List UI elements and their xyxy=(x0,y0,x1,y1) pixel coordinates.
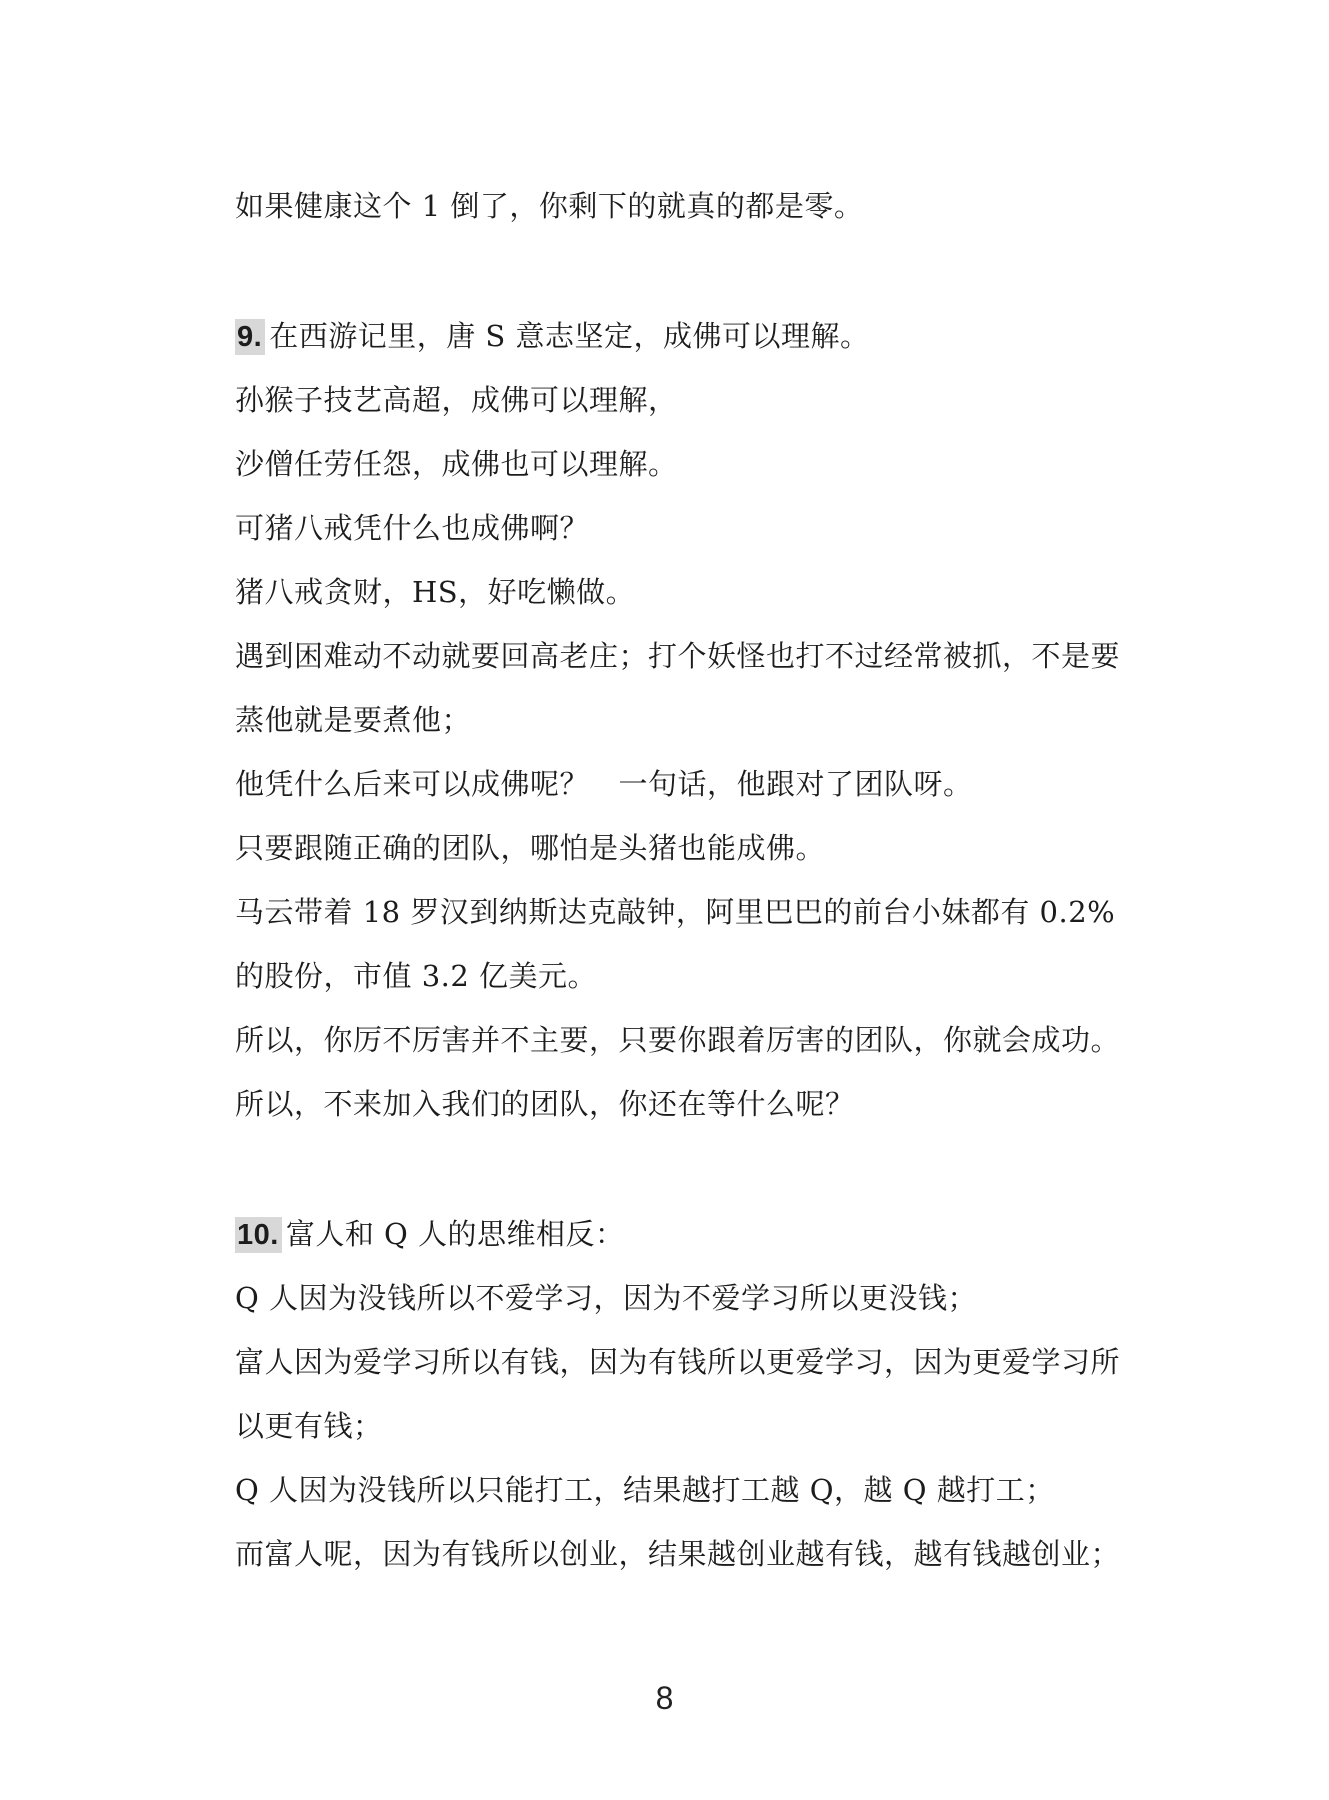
text-line-3 xyxy=(235,382,678,418)
page-number: 8 xyxy=(655,1680,674,1716)
text-line-13 xyxy=(235,1022,1120,1058)
line-text: 马云带着 18 罗汉到纳斯达克敲钟，阿里巴巴的前台小妹都有 0.2% xyxy=(235,895,1116,929)
text-line-16 xyxy=(235,1280,977,1316)
line-text: 蒸他就是要煮他； xyxy=(235,703,472,737)
text-line-6 xyxy=(235,574,635,610)
text-line-10 xyxy=(235,830,825,866)
line-text: 的股份，市值 3.2 亿美元。 xyxy=(235,959,598,993)
text-line-4 xyxy=(235,446,678,482)
text-line-8 xyxy=(235,702,471,738)
line-text: 遇到困难动不动就要回高老庄；打个妖怪也打不过经常被抓，不是要 xyxy=(235,639,1121,673)
line-text: 在西游记里，唐 S 意志坚定，成佛可以理解。 xyxy=(269,319,870,353)
line-text: 孙猴子技艺高超，成佛可以理解， xyxy=(235,383,678,417)
line-text: 只要跟随正确的团队，哪怕是头猪也能成佛。 xyxy=(235,831,826,865)
line-text: 可猪八戒凭什么也成佛啊？ xyxy=(235,511,590,545)
item-number-10: 10. xyxy=(235,1217,282,1253)
line-text: 以更有钱； xyxy=(235,1409,383,1443)
text-line-12 xyxy=(235,958,597,994)
text-line-5 xyxy=(235,510,589,546)
line-text: 富人因为爱学习所以有钱，因为有钱所以更爱学习，因为更爱学习所 xyxy=(235,1345,1121,1379)
text-line-17 xyxy=(235,1344,1120,1380)
line-text: 猪八戒贪财，HS，好吃懒做。 xyxy=(235,575,636,609)
item-number-9: 9. xyxy=(235,319,265,355)
line-text: 他凭什么后来可以成佛呢？ 一句话，他跟对了团队呀。 xyxy=(235,767,973,801)
text-line-18 xyxy=(235,1408,383,1444)
line-text: Q 人因为没钱所以只能打工，结果越打工越 Q，越 Q 越打工； xyxy=(235,1473,1055,1507)
text-line-11 xyxy=(235,894,1115,930)
line-text: Q 人因为没钱所以不爱学习，因为不爱学习所以更没钱； xyxy=(235,1281,977,1315)
line-text: 如果健康这个 1 倒了，你剩下的就真的都是零。 xyxy=(235,189,864,223)
item-10-heading xyxy=(235,1216,625,1253)
text-line-1 xyxy=(235,188,863,224)
line-text: 沙僧任劳任怨，成佛也可以理解。 xyxy=(235,447,678,481)
text-line-7 xyxy=(235,638,1120,674)
line-text: 富人和 Q 人的思维相反： xyxy=(285,1217,625,1251)
text-line-14 xyxy=(235,1086,855,1122)
text-line-9 xyxy=(235,766,973,802)
text-line-20 xyxy=(235,1536,1120,1572)
line-text: 所以，不来加入我们的团队，你还在等什么呢？ xyxy=(235,1087,855,1121)
line-text: 而富人呢，因为有钱所以创业，结果越创业越有钱，越有钱越创业； xyxy=(235,1537,1121,1571)
item-9-heading xyxy=(235,318,870,355)
text-line-19 xyxy=(235,1472,1055,1508)
line-text: 所以，你厉不厉害并不主要，只要你跟着厉害的团队，你就会成功。 xyxy=(235,1023,1121,1057)
